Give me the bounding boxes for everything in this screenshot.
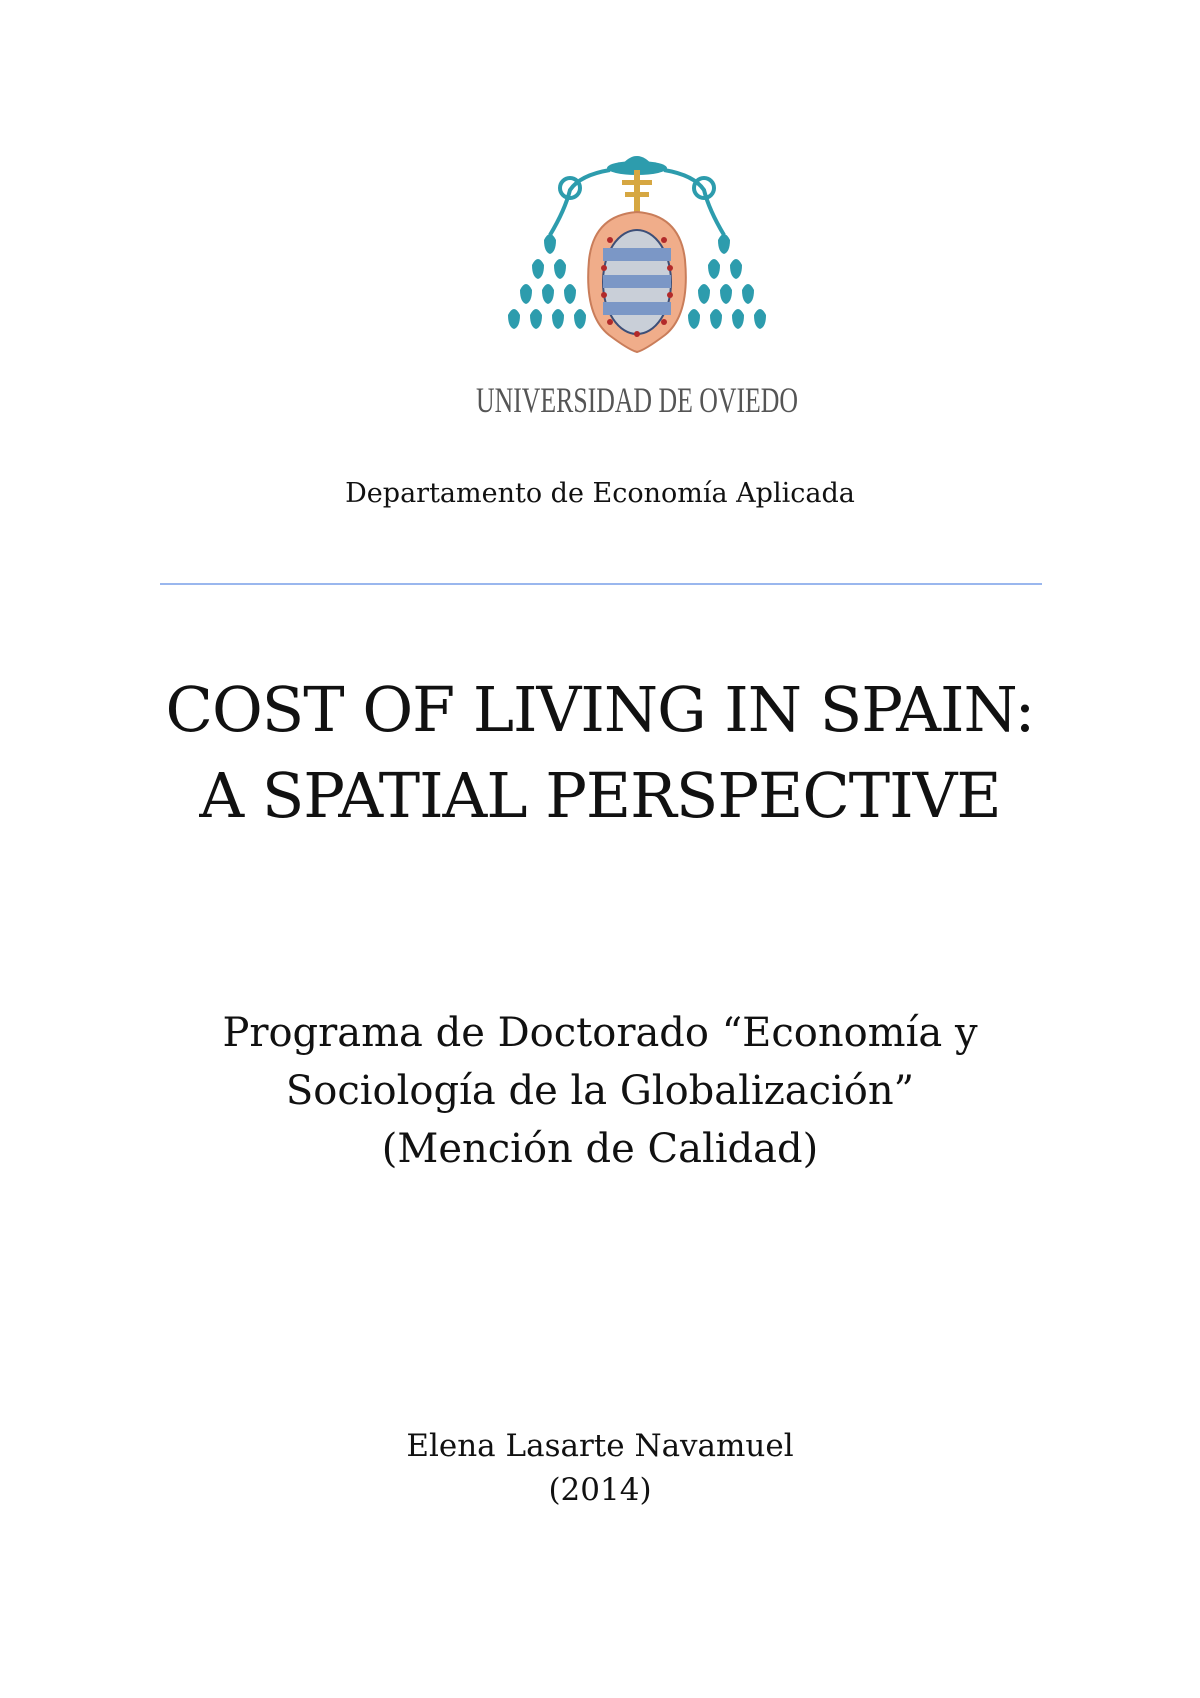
- program-line-1: Programa de Doctorado “Economía y: [222, 1010, 978, 1056]
- university-name: UNIVERSIDAD DE OVIEDO: [476, 380, 798, 420]
- thesis-title: [0, 667, 1200, 839]
- thesis-title-line-2: A SPATIAL PERSPECTIVE: [199, 759, 1001, 832]
- program-line-3: (Mención de Calidad): [381, 1126, 819, 1172]
- publication-year: (2014): [548, 1472, 652, 1508]
- department-name: Departamento de Economía Aplicada: [345, 478, 855, 509]
- author-name: Elena Lasarte Navamuel: [406, 1428, 794, 1464]
- university-logo: [470, 140, 805, 440]
- doctoral-program: [0, 1004, 1200, 1178]
- program-line-2: Sociología de la Globalización”: [285, 1068, 915, 1114]
- author-block: [0, 1424, 1200, 1512]
- thesis-title-line-1: COST OF LIVING IN SPAIN:: [165, 673, 1035, 746]
- coat-of-arms-icon: [470, 140, 805, 440]
- divider-line: [160, 583, 1042, 585]
